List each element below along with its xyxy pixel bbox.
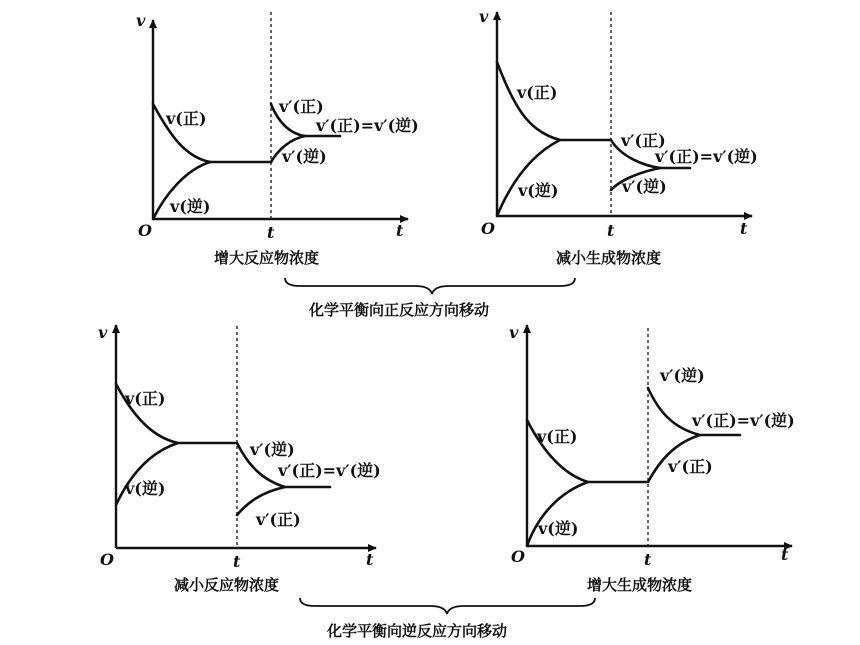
x-axis-label: t (781, 545, 789, 564)
t-mark-label: t (644, 550, 652, 569)
top-brace (285, 278, 575, 294)
label-new-top: v′(逆) (250, 440, 295, 459)
caption: 减小反应物浓度 (174, 576, 280, 594)
label-new-bottom: v′(逆) (282, 147, 327, 166)
label-reverse-rate: v(逆) (518, 181, 559, 200)
label-new-bottom: v′(正) (668, 457, 713, 476)
caption: 增大反应物浓度 (214, 249, 320, 267)
label-forward-rate: v(正) (166, 109, 207, 128)
label-reverse-rate: v(逆) (125, 479, 166, 498)
origin-label: O (138, 221, 152, 240)
reverse-rate-curve (497, 140, 560, 216)
t-mark-label: t (233, 552, 241, 571)
label-forward-rate: v(正) (125, 389, 166, 408)
label-reverse-rate: v(逆) (538, 519, 579, 538)
label-new-bottom: v′(逆) (622, 177, 667, 196)
origin-label: O (511, 547, 525, 566)
y-axis-label: v (509, 323, 519, 342)
origin-label: O (100, 550, 114, 569)
label-forward-rate: v(正) (537, 427, 578, 446)
label-new-top: v′(逆) (660, 366, 705, 385)
y-axis-label: v (479, 7, 489, 26)
conclusion-reverse-shift: 化学平衡向逆反应方向移动 (327, 622, 508, 640)
caption: 减小生成物浓度 (556, 249, 662, 267)
label-equal: v′(正)=v′(逆) (655, 147, 758, 166)
t-mark-label: t (607, 221, 615, 240)
t-mark-label: t (267, 223, 275, 242)
bottom-brace (300, 598, 595, 614)
graph-decrease-product (479, 7, 758, 267)
x-axis-label: t (396, 221, 404, 240)
label-equal: v′(正)=v′(逆) (316, 116, 419, 135)
conclusion-forward-shift: 化学平衡向正反应方向移动 (309, 301, 490, 319)
y-axis-label: v (98, 323, 108, 342)
caption: 增大生成物浓度 (587, 576, 693, 594)
graph-decrease-reactant (98, 323, 381, 594)
label-forward-rate: v(正) (517, 83, 558, 102)
origin-label: O (481, 219, 495, 238)
graph-increase-reactant (136, 11, 419, 267)
label-new-top: v′(正) (621, 131, 666, 150)
label-reverse-rate: v(逆) (170, 197, 211, 216)
label-equal: v′(正)=v′(逆) (692, 411, 795, 430)
x-axis-label: t (740, 219, 748, 238)
label-new-top: v′(正) (279, 97, 324, 116)
label-new-bottom: v′(正) (256, 510, 301, 529)
graph-increase-product (509, 323, 795, 594)
x-axis-label: t (366, 550, 374, 569)
label-equal: v′(正)=v′(逆) (278, 461, 381, 480)
y-axis-label: v (136, 11, 146, 30)
